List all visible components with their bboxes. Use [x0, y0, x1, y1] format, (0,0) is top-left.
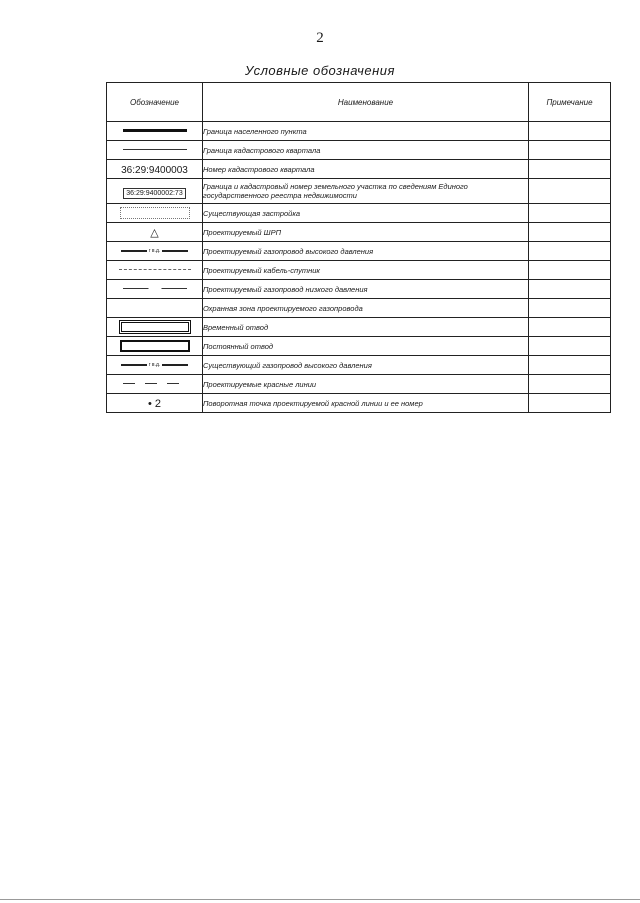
- cadastral-quarter-number: 36:29:9400003: [121, 165, 188, 176]
- row-name: Постоянный отвод: [203, 337, 529, 356]
- dashed-line-icon: [119, 269, 191, 270]
- table-row: [107, 394, 611, 413]
- row-name: Граница кадастрового квартала: [203, 141, 529, 160]
- row-name: Охранная зона проектируемого газопровода: [203, 299, 529, 318]
- table-title: Условные обозначения: [245, 63, 395, 78]
- table-row: [107, 223, 611, 242]
- table-row: [107, 299, 611, 318]
- line-thick-icon: [123, 129, 187, 132]
- table-row: [107, 204, 611, 223]
- line-thin-icon: [123, 149, 187, 150]
- dotted-rectangle-icon: [120, 207, 190, 219]
- table-row: [107, 160, 611, 179]
- row-note: [529, 261, 611, 280]
- row-name: Номер кадастрового квартала: [203, 160, 529, 179]
- row-note: [529, 299, 611, 318]
- table-row: [107, 242, 611, 261]
- land-plot-number-box: 36:29:9400002:73: [123, 188, 185, 199]
- row-note: [529, 356, 611, 375]
- row-note: [529, 394, 611, 413]
- row-name: Существующий газопровод высокого давления: [203, 356, 529, 375]
- table-row: [107, 179, 611, 204]
- page-number: 2: [316, 30, 324, 46]
- legend-table: [106, 82, 611, 413]
- row-name: Проектируемый газопровод низкого давления: [203, 280, 529, 299]
- page-bottom-rule: [0, 899, 640, 900]
- row-note: [529, 375, 611, 394]
- row-name: Проектируемые красные линии: [203, 375, 529, 394]
- long-dash-line-icon: [123, 288, 187, 289]
- row-note: [529, 280, 611, 299]
- row-note: [529, 122, 611, 141]
- triangle-icon: △: [150, 227, 159, 239]
- table-header-row: [107, 83, 611, 122]
- row-note: [529, 337, 611, 356]
- table-row: [107, 356, 611, 375]
- row-name: Существующая застройка: [203, 204, 529, 223]
- row-name: Временный отвод: [203, 318, 529, 337]
- table-row: [107, 141, 611, 160]
- thick-rectangle-icon: [120, 340, 190, 352]
- row-name: Граница населенного пункта: [203, 122, 529, 141]
- table-row: [107, 261, 611, 280]
- gas-line-icon: г в.д.: [121, 362, 189, 368]
- gas-line-icon: г в.д.: [121, 248, 189, 254]
- header-name: Наименование: [203, 83, 529, 122]
- row-name: Поворотная точка проектируемой красной линии и ее номер: [203, 394, 529, 413]
- table-row: [107, 318, 611, 337]
- row-name: Граница и кадастровый номер земельного участка по сведениям Единого государственного реестра недвижимости: [203, 179, 529, 204]
- row-name: Проектируемый ШРП: [203, 223, 529, 242]
- row-note: [529, 141, 611, 160]
- dash-line-icon: [123, 383, 187, 384]
- table-row: [107, 337, 611, 356]
- table-row: [107, 122, 611, 141]
- row-note: [529, 179, 611, 204]
- table-row: [107, 280, 611, 299]
- table-row: [107, 375, 611, 394]
- double-rectangle-icon: [119, 320, 191, 334]
- row-name: Проектируемый кабель-спутник: [203, 261, 529, 280]
- row-note: [529, 160, 611, 179]
- row-note: [529, 242, 611, 261]
- row-note: [529, 223, 611, 242]
- row-note: [529, 318, 611, 337]
- dot-icon: • 2: [147, 398, 162, 410]
- header-symbol: Обозначение: [107, 83, 203, 122]
- row-note: [529, 204, 611, 223]
- header-note: Примечание: [529, 83, 611, 122]
- row-name: Проектируемый газопровод высокого давления: [203, 242, 529, 261]
